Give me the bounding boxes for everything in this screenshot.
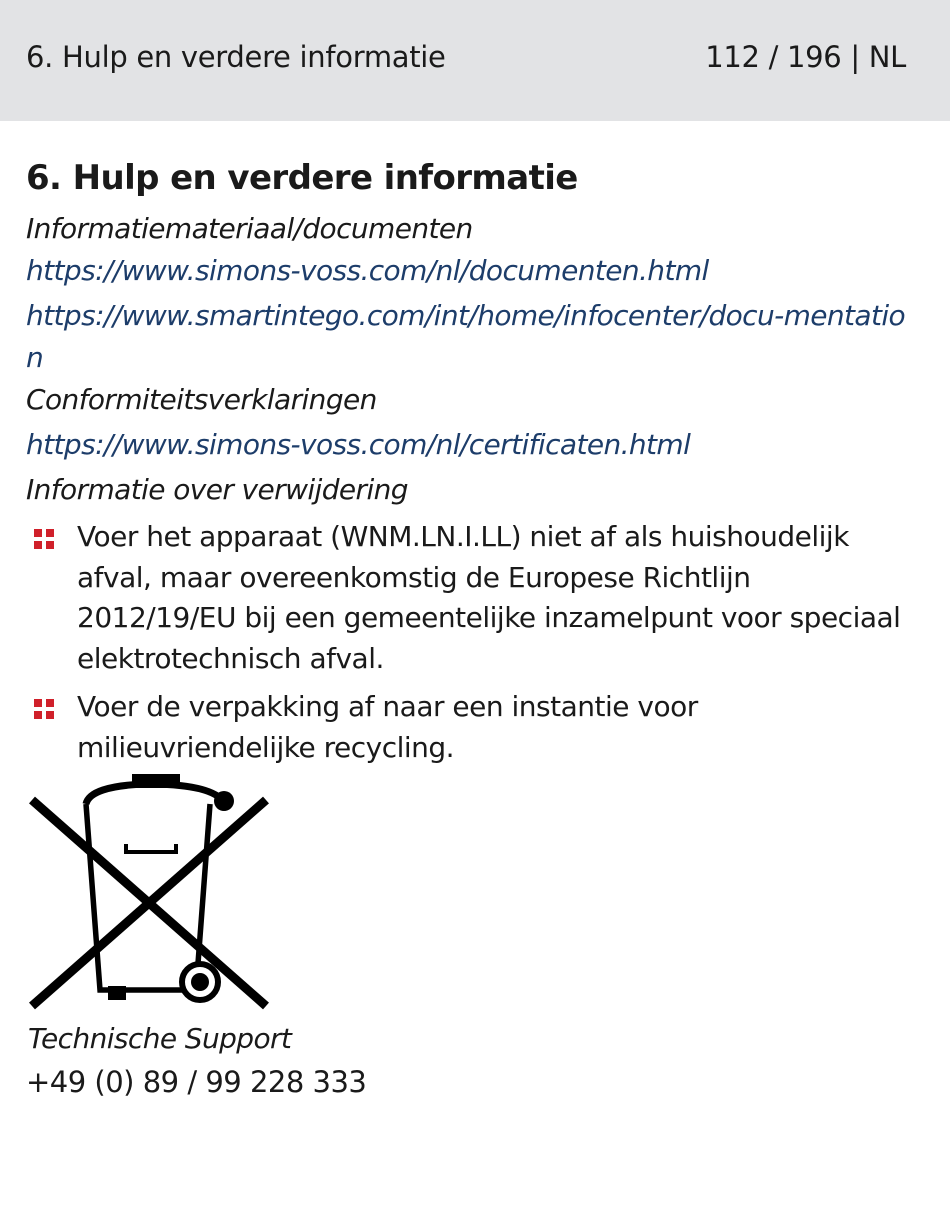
support-label: Technische Support bbox=[28, 1022, 292, 1055]
conformity-label: Conformiteitsverklaringen bbox=[26, 383, 377, 416]
disposal-label: Informatie over verwijdering bbox=[26, 473, 408, 506]
support-phone: +49 (0) 89 / 99 228 333 bbox=[26, 1065, 367, 1099]
red-squares-bullet-icon bbox=[34, 529, 54, 549]
documents-label: Informatiemateriaal/documenten bbox=[26, 212, 473, 245]
section-title: 6. Hulp en verdere informatie bbox=[26, 158, 578, 198]
documents-link-smartintego[interactable]: https://www.smartintego.com/int/home/infocenter/docu-mentation bbox=[26, 299, 906, 374]
list-item bbox=[26, 687, 907, 768]
header-page-info: 112 / 196 | NL bbox=[705, 40, 906, 74]
header-chapter-title: 6. Hulp en verdere informatie bbox=[26, 40, 446, 74]
list-item-text: Voer het apparaat (WNM.LN.I.LL) niet af als huishoudelijk afval, maar overeenkomstig de Europese Richtlijn 2012/19/EU bij een gemeentelijke inzamelpunt voor speciaal elektrotechnisch afval. bbox=[77, 520, 901, 675]
page-header bbox=[0, 0, 950, 121]
crossed-out-wheelie-bin-icon bbox=[26, 772, 270, 1012]
red-squares-bullet-icon bbox=[34, 699, 54, 719]
list-item bbox=[26, 517, 907, 679]
documents-link-simons-voss[interactable]: https://www.simons-voss.com/nl/documenten.html bbox=[26, 254, 709, 287]
disposal-list bbox=[26, 517, 916, 768]
list-item-text: Voer de verpakking af naar een instantie voor milieuvriendelijke recycling. bbox=[77, 690, 698, 764]
certificates-link[interactable]: https://www.simons-voss.com/nl/certificaten.html bbox=[26, 428, 691, 461]
main-content bbox=[26, 156, 916, 776]
